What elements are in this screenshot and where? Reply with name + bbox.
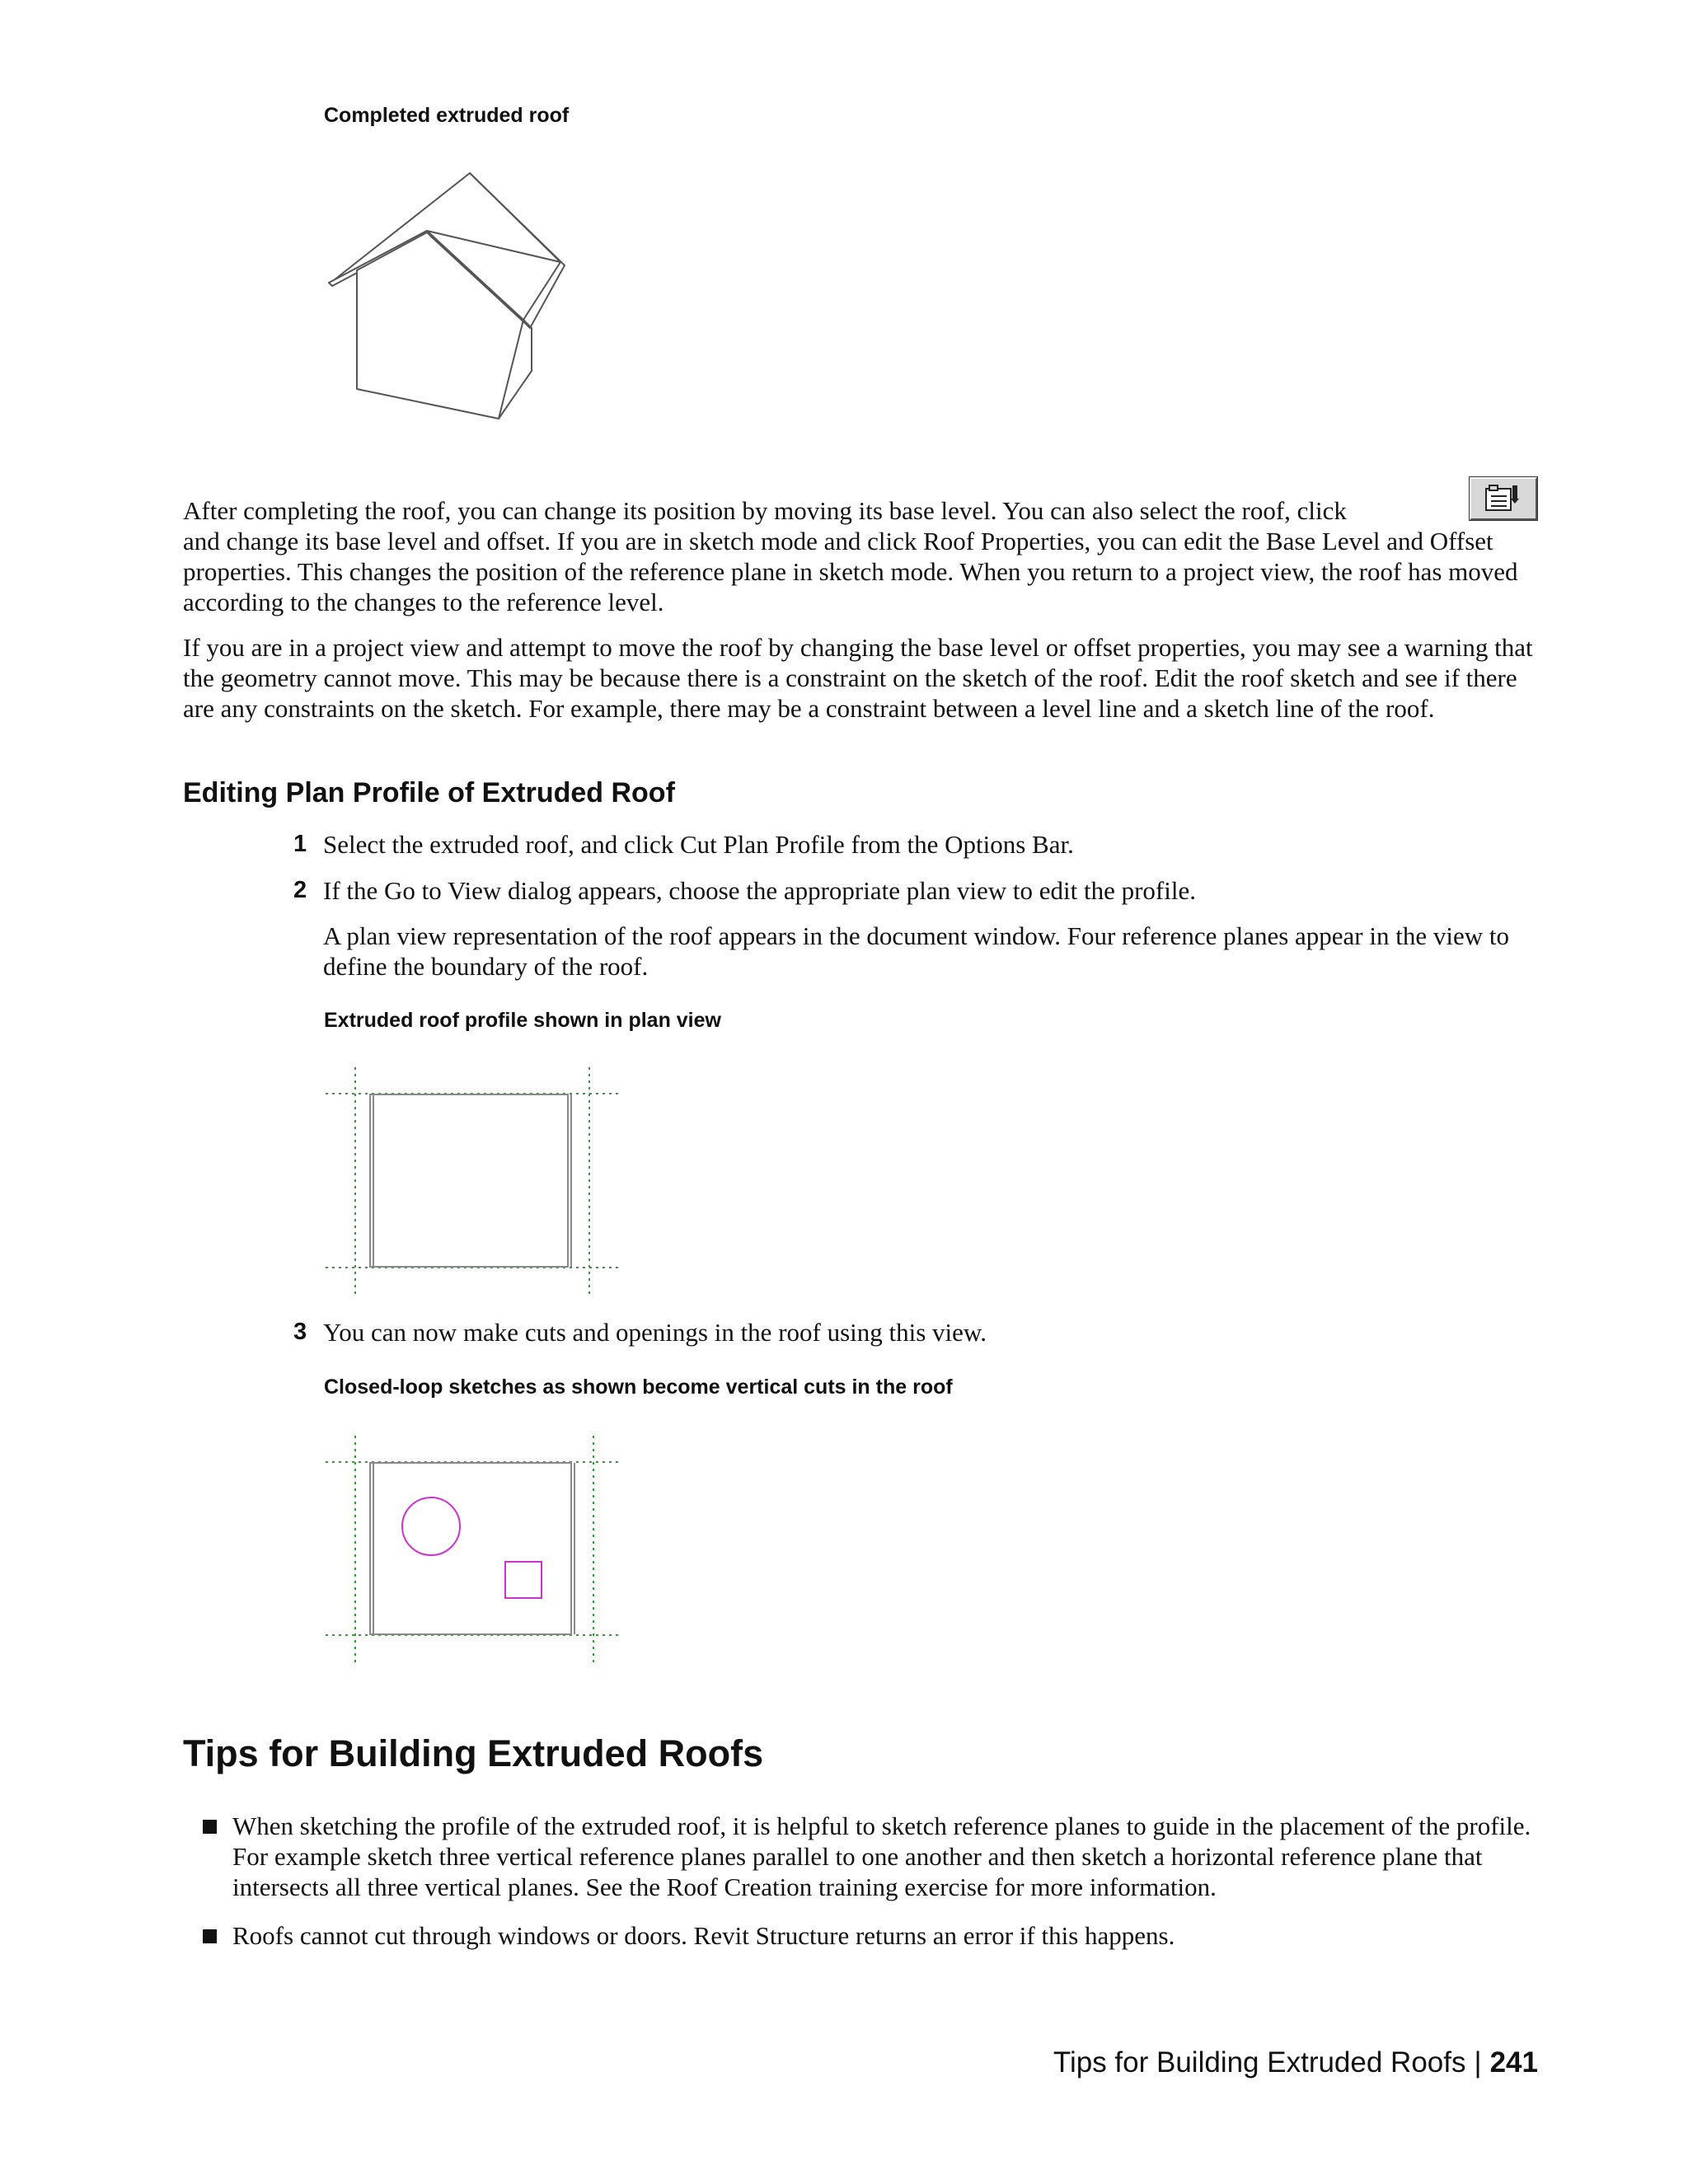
footer-separator: | bbox=[1474, 2046, 1482, 2079]
step-2-note: A plan view representation of the roof appears in the document window. Four reference planes appear in the view to define the boundary of the roof. bbox=[323, 921, 1509, 981]
tip-text: When sketching the profile of the extruded roof, it is helpful to sketch reference planes to guide in the placement of the profile. For example sketch three vertical reference planes parallel to one another and then sketch a horizontal reference plane that intersects all three vertical planes. See the Roof Creation training exercise for more information. bbox=[232, 1811, 1531, 1901]
step-text: You can now make cuts and openings in the roof using this view. bbox=[323, 1318, 987, 1347]
footer-title: Tips for Building Extruded Roofs bbox=[1053, 2046, 1466, 2079]
page-number: 241 bbox=[1489, 2046, 1538, 2079]
page-footer bbox=[1053, 2046, 1538, 2079]
step-number: 1 bbox=[293, 831, 307, 857]
intro-paragraph-1-rest: and change its base level and offset. If you are in sketch mode and click Roof Properties, you can edit the Base Level and Offset properties. This changes the position of the reference plane in sketch mode. When you return to a project view, the roof has moved according to the changes to the reference level. bbox=[183, 527, 1518, 616]
roof-properties-button[interactable] bbox=[1470, 477, 1537, 520]
step-text: Select the extruded roof, and click Cut Plan Profile from the Options Bar. bbox=[323, 830, 1074, 859]
intro-paragraph-1-line-1: After completing the roof, you can change its position by moving its base level. You can also select the roof, click bbox=[183, 496, 1347, 525]
circular-cut-sketch bbox=[402, 1497, 460, 1555]
roof-profile-plan-view-illustration bbox=[326, 1067, 622, 1294]
properties-icon bbox=[1484, 484, 1524, 513]
step-text: If the Go to View dialog appears, choose the appropriate plan view to edit the profile. bbox=[323, 876, 1196, 905]
bullet-square-icon bbox=[203, 1929, 217, 1943]
square-cut-sketch bbox=[505, 1562, 542, 1598]
section-heading-editing-plan-profile: Editing Plan Profile of Extruded Roof bbox=[183, 777, 675, 808]
step-number: 2 bbox=[293, 877, 307, 903]
figure-caption-closed-loop-sketches: Closed-loop sketches as shown become vertical cuts in the roof bbox=[324, 1376, 953, 1399]
section-heading-tips: Tips for Building Extruded Roofs bbox=[183, 1732, 764, 1774]
figure-caption-completed-roof: Completed extruded roof bbox=[324, 104, 570, 127]
intro-paragraph-2: If you are in a project view and attempt to move the roof by changing the base level or offset properties, you may see a warning that the geometry cannot move. This may be because there is a constraint on the sketch of the roof. Edit the roof sketch and see if there are any constraints on the sketch. For example, there may be a constraint between a level line and a sketch line of the roof. bbox=[183, 633, 1533, 723]
figure-caption-plan-view: Extruded roof profile shown in plan view bbox=[324, 1009, 721, 1032]
step-number: 3 bbox=[293, 1319, 307, 1345]
bullet-square-icon bbox=[203, 1820, 217, 1834]
tip-text: Roofs cannot cut through windows or doors. Revit Structure returns an error if this happens. bbox=[232, 1921, 1175, 1950]
closed-loop-cuts-illustration bbox=[326, 1436, 622, 1662]
completed-extruded-roof-illustration bbox=[326, 165, 581, 429]
